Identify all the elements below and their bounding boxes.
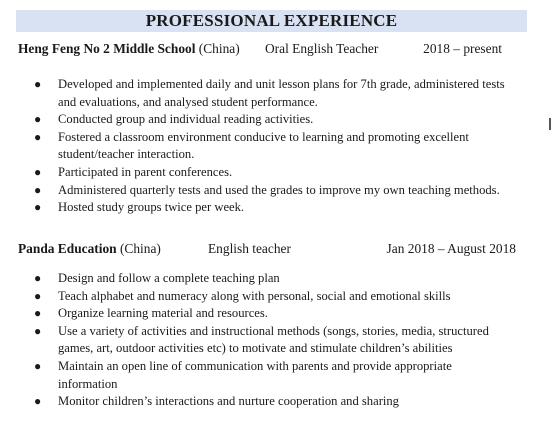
job-dates: 2018 – present — [423, 41, 502, 56]
list-item: ● Design and follow a complete teaching plan — [18, 270, 513, 288]
employer-name: Panda Education — [18, 241, 117, 256]
bullet-icon: ● — [34, 112, 42, 127]
job-entry-heng-feng — [18, 40, 528, 215]
employer — [18, 240, 161, 258]
list-item: ● Participated in parent conferences. — [18, 164, 513, 182]
job-entry-panda-education — [18, 240, 528, 409]
bullet-icon: ● — [34, 271, 42, 285]
job-role: English teacher — [208, 241, 291, 256]
employer-name: Heng Feng No 2 Middle School — [18, 41, 196, 56]
bullet-icon: ● — [34, 306, 42, 321]
page-edge-mark — [549, 118, 551, 130]
list-item: ● Administered quarterly tests and used the grades to improve my own teaching methods. — [18, 182, 513, 200]
bullet-icon: ● — [34, 394, 42, 409]
job-header — [18, 240, 528, 258]
job-role: Oral English Teacher — [265, 41, 379, 56]
list-item: ● Conducted group and individual reading activities. — [18, 111, 513, 129]
bullet-icon: ● — [34, 182, 42, 197]
list-item: ● Teach alphabet and numeracy along with personal, social and emotional skills — [18, 288, 513, 306]
bullet-icon: ● — [34, 288, 42, 303]
section-title: PROFESSIONAL EXPERIENCE — [16, 10, 527, 32]
list-item: ● Maintain an open line of communication with parents and provide appropriate information — [34, 358, 452, 391]
employer-location: (China) — [116, 241, 161, 256]
list-item: ● Organize learning material and resources. — [18, 305, 513, 323]
bullet-icon: ● — [34, 77, 42, 91]
responsibility-list — [18, 76, 513, 217]
list-item: ● Monitor children’s interactions and nurture cooperation and sharing — [18, 393, 513, 411]
list-item: ● Use a variety of activities and instructional methods (songs, stories, media, structured games, art, outdoor activities etc) to motivate and stimulate children’s abilities — [34, 323, 489, 356]
employer — [18, 40, 240, 58]
job-header — [18, 40, 528, 58]
bullet-icon: ● — [34, 200, 42, 215]
job-dates: Jan 2018 – August 2018 — [386, 241, 516, 256]
bullet-icon: ● — [34, 164, 42, 179]
list-item: ● Fostered a classroom environment conducive to learning and promoting excellent student/teacher interaction. — [34, 129, 469, 162]
list-item: ● Developed and implemented daily and unit lesson plans for 7th grade, administered tests and evaluations, and analysed student performance. — [34, 77, 505, 109]
bullet-icon: ● — [34, 323, 42, 338]
bullet-icon: ● — [34, 358, 42, 373]
list-item: ● Hosted study groups twice per week. — [18, 199, 513, 217]
employer-location: (China) — [195, 41, 240, 56]
bullet-icon: ● — [34, 129, 42, 144]
responsibility-list — [18, 270, 513, 411]
